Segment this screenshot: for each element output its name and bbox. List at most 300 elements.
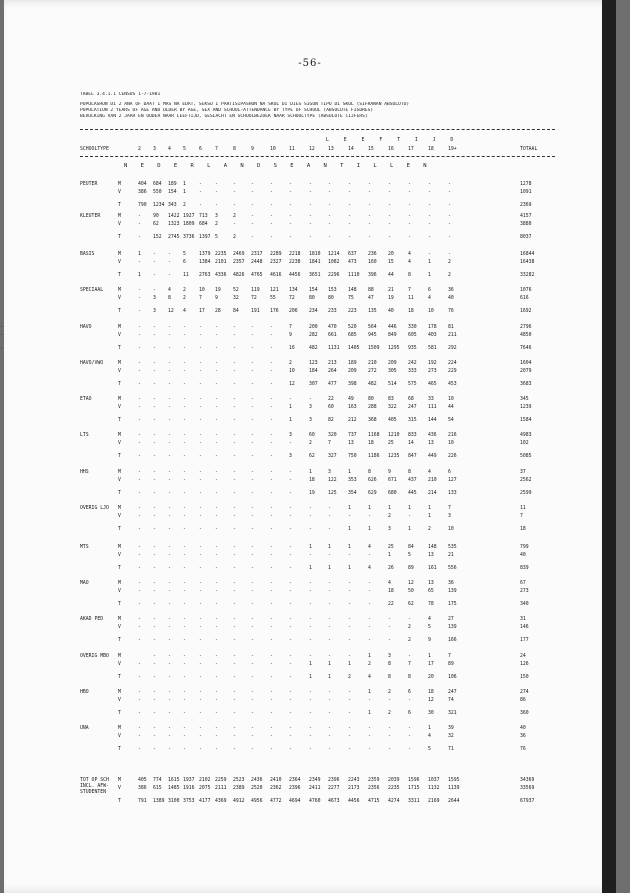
table-cell: 2 [448,273,451,278]
table-cell: - [138,566,141,571]
table-cell: - [251,333,254,338]
table-cell: - [215,441,218,446]
table-cell: 209 [348,369,357,374]
table-cell: - [215,506,218,511]
table-cell: 833 [408,433,417,438]
sex-label: T [118,346,121,351]
total-cell: 7 [520,514,523,519]
table-cell: 83 [388,397,394,402]
table-cell: - [138,214,141,219]
table-cell: - [153,252,156,257]
table-cell: 1595 [448,778,460,783]
table-cell: 2 [348,675,351,680]
table-cell: 4 [368,675,371,680]
table-cell: 25 [388,545,394,550]
total-cell: 16844 [520,252,535,257]
table-cell: - [251,418,254,423]
table-cell: - [309,726,312,731]
age-column-header: 19+ [448,147,457,152]
table-cell: 774 [153,778,162,783]
total-cell: 86 [520,698,526,703]
table-cell: - [168,418,171,423]
table-cell: - [138,288,141,293]
table-cell: 470 [328,325,337,330]
table-cell: - [309,711,312,716]
table-cell: - [233,711,236,716]
table-cell: 2469 [233,252,245,257]
table-cell: - [328,625,331,630]
table-cell: - [138,296,141,301]
sex-label: V [118,698,121,703]
total-cell: 8037 [520,235,532,240]
table-cell: - [199,433,202,438]
table-cell: - [251,527,254,532]
table-cell: - [215,361,218,366]
table-cell: - [199,203,202,208]
table-cell: 2173 [348,786,360,791]
table-cell: - [183,470,186,475]
table-cell: 535 [448,545,457,550]
table-cell: 1596 [408,778,420,783]
table-cell: 1397 [199,235,211,240]
table-cell: 20 [388,252,394,257]
table-cell: 62 [153,222,159,227]
table-cell: - [270,617,273,622]
table-cell: - [168,566,171,571]
table-cell: 2 [368,662,371,667]
total-cell: 360 [520,711,529,716]
table-cell: - [183,369,186,374]
table-cell: - [251,617,254,622]
table-cell: 1 [388,553,391,558]
table-cell: - [289,491,292,496]
age-column-header: 13 [328,147,334,152]
table-cell: - [153,454,156,459]
table-cell: - [309,203,312,208]
age-column-header: 9 [251,147,254,152]
table-cell: 1 [328,566,331,571]
table-cell: 55 [270,296,276,301]
table-cell: - [138,470,141,475]
table-cell: 3 [289,454,292,459]
table-cell: - [428,235,431,240]
table-cell: - [168,361,171,366]
table-cell: - [428,222,431,227]
table-cell: 4 [408,252,411,257]
table-cell: 49 [348,397,354,402]
table-cell: - [153,470,156,475]
table-cell: - [199,638,202,643]
table-cell: - [289,441,292,446]
table-cell: 5 [428,747,431,752]
table-cell: - [168,638,171,643]
table-cell: - [183,405,186,410]
table-cell: - [183,418,186,423]
table-cell: 133 [448,491,457,496]
table-cell: - [138,625,141,630]
table-cell: - [251,382,254,387]
table-cell: 2396 [328,778,340,783]
table-cell: - [233,369,236,374]
table-cell: - [328,589,331,594]
table-cell: - [270,369,273,374]
table-cell: - [251,545,254,550]
table-cell: 8 [168,296,171,301]
table-cell: - [408,514,411,519]
sex-label: M [118,506,121,511]
table-cell: - [199,190,202,195]
table-cell: 10 [428,309,434,314]
table-cell: - [138,369,141,374]
table-cell: - [233,203,236,208]
age-column-header: 14 [348,147,354,152]
table-cell: - [153,361,156,366]
table-cell: - [233,382,236,387]
table-cell: 6 [408,690,411,695]
table-cell: 214 [428,491,437,496]
table-cell: - [309,190,312,195]
table-cell: - [199,514,202,519]
table-cell: - [215,182,218,187]
table-cell: 71 [448,747,454,752]
total-cell: 31 [520,617,526,622]
table-cell: - [448,182,451,187]
table-cell: 9 [289,333,292,338]
table-cell: - [233,514,236,519]
table-cell: 4 [368,566,371,571]
table-cell: 1 [428,260,431,265]
table-cell: 47 [368,296,374,301]
table-cell: - [168,726,171,731]
table-cell: - [138,581,141,586]
table-cell: 84 [408,545,414,550]
table-cell: 209 [388,361,397,366]
table-cell: 121 [270,288,279,293]
table-cell: - [289,675,292,680]
table-cell: - [233,553,236,558]
table-cell: - [348,602,351,607]
table-cell: 3 [388,527,391,532]
table-cell: 1405 [348,346,360,351]
table-cell: 1 [408,527,411,532]
table-cell: - [138,222,141,227]
table-cell: - [270,711,273,716]
table-cell: 89 [408,566,414,571]
table-cell: - [168,581,171,586]
table-cell: - [168,273,171,278]
table-cell: 160 [368,260,377,265]
table-cell: - [309,690,312,695]
table-cell: 1 [309,470,312,475]
sex-label: T [118,799,121,804]
table-cell: - [270,662,273,667]
table-cell: - [215,625,218,630]
table-cell: 9 [215,296,218,301]
table-cell: - [328,734,331,739]
table-cell: - [368,214,371,219]
table-cell: 19 [388,296,394,301]
sex-label: V [118,260,121,265]
total-cell: 799 [520,545,529,550]
table-cell: - [183,506,186,511]
table-cell: 154 [309,288,318,293]
table-cell: - [368,190,371,195]
table-cell: - [138,441,141,446]
total-cell: 177 [520,638,529,643]
sex-label: M [118,397,121,402]
table-cell: - [153,478,156,483]
table-cell: - [348,514,351,519]
table-cell: - [328,581,331,586]
table-cell: 4 [368,545,371,550]
table-cell: - [183,333,186,338]
table-cell: - [289,602,292,607]
sex-label: T [118,747,121,752]
table-cell: - [270,346,273,351]
table-cell: - [388,235,391,240]
schooltype-label: BASIS [80,252,95,257]
table-cell: - [428,252,431,257]
table-cell: 3 [153,296,156,301]
table-cell: 1 [428,514,431,519]
table-cell: 1715 [408,786,420,791]
table-cell: 9 [428,638,431,643]
table-cell: - [138,454,141,459]
table-cell: - [153,675,156,680]
table-cell: 2359 [368,778,380,783]
table-cell: - [270,589,273,594]
total-cell: 126 [520,662,529,667]
table-cell: - [233,333,236,338]
table-cell: - [348,690,351,695]
table-cell: - [199,527,202,532]
table-cell: - [270,698,273,703]
table-cell: - [368,514,371,519]
table-cell: - [251,581,254,586]
table-cell: 790 [138,203,147,208]
table-cell: 333 [408,369,417,374]
table-cell: 33 [428,397,434,402]
table-cell: - [168,369,171,374]
table-cell: 2 [428,527,431,532]
table-cell: 330 [408,325,417,330]
table-cell: 327 [328,454,337,459]
schooltype-label: UNA [80,726,89,731]
schooltype-label: HHS [80,470,89,475]
table-cell: - [183,325,186,330]
table-cell: 2523 [233,778,245,783]
table-cell: 8 [388,662,391,667]
total-cell: 1692 [520,309,532,314]
table-cell: - [309,182,312,187]
table-cell: - [199,675,202,680]
table-cell: - [270,602,273,607]
table-cell: - [183,566,186,571]
table-cell: - [270,553,273,558]
table-cell: - [289,397,292,402]
table-cell: 176 [270,309,279,314]
table-cell: - [183,617,186,622]
table-cell: 2745 [168,235,180,240]
table-cell: - [251,203,254,208]
table-cell: 200 [309,325,318,330]
table-cell: - [270,222,273,227]
sex-label: V [118,589,121,594]
table-cell: - [368,734,371,739]
table-cell: - [199,711,202,716]
table-cell: - [153,734,156,739]
table-cell: 2 [183,296,186,301]
table-cell: 7 [448,654,451,659]
table-cell: 4694 [289,799,301,804]
table-cell: - [270,654,273,659]
table-cell: 5 [428,625,431,630]
table-cell: 19 [309,491,315,496]
table-cell: - [270,433,273,438]
table-cell: 1082 [328,260,340,265]
table-cell: - [199,734,202,739]
table-cell: - [215,747,218,752]
table-cell: - [368,617,371,622]
table-cell: - [233,418,236,423]
table-cell: - [309,602,312,607]
table-cell: 935 [408,346,417,351]
table-cell: - [215,203,218,208]
table-cell: 80 [328,296,334,301]
table-cell: - [348,589,351,594]
table-cell: 2235 [388,786,400,791]
table-cell: - [348,734,351,739]
table-cell: - [348,711,351,716]
table-cell: 2 [183,288,186,293]
table-cell: 2289 [270,252,282,257]
table-cell: - [388,222,391,227]
table-cell: - [251,566,254,571]
table-cell: - [199,346,202,351]
table-cell: - [309,625,312,630]
table-cell: 1235 [388,454,400,459]
table-cell: - [448,190,451,195]
table-cell: 2 [289,361,292,366]
sex-label: T [118,382,121,387]
table-cell: 152 [153,235,162,240]
table-cell: 60 [328,405,334,410]
schooltype-label: AKAD PED [80,617,104,622]
table-cell: 81 [448,325,454,330]
table-cell: - [289,711,292,716]
sex-label: V [118,405,121,410]
table-cell: 404 [138,182,147,187]
total-cell: 1278 [520,182,532,187]
table-cell: - [138,602,141,607]
table-cell: 16 [289,346,295,351]
table-cell: - [153,491,156,496]
table-cell: - [183,698,186,703]
sex-label: T [118,602,121,607]
table-cell: 4826 [233,273,245,278]
table-cell: 1485 [168,786,180,791]
table-cell: - [270,235,273,240]
age-column-header: 2 [138,147,141,152]
table-cell: 40 [448,296,454,301]
table-cell: 629 [368,491,377,496]
table-cell: - [168,662,171,667]
total-cell: 40 [520,553,526,558]
table-cell: - [199,690,202,695]
table-cell: 10 [448,397,454,402]
table-cell: - [270,566,273,571]
table-cell: - [138,662,141,667]
table-cell: - [251,654,254,659]
total-cell: 33282 [520,273,535,278]
table-cell: 2296 [328,273,340,278]
age-column-header: 17 [408,147,414,152]
table-cell: 680 [388,491,397,496]
table-cell: - [251,470,254,475]
table-cell: - [233,602,236,607]
table-cell: - [289,190,292,195]
age-column-header: 3 [153,147,156,152]
table-cell: 144 [428,418,437,423]
table-cell: 398 [348,382,357,387]
table-cell: 1 [348,470,351,475]
table-cell: 575 [408,382,417,387]
table-cell: 88 [368,288,374,293]
table-cell: 2277 [328,786,340,791]
total-cell: 24 [520,654,526,659]
table-cell: - [153,346,156,351]
table-cell: 1168 [368,433,380,438]
table-cell: - [251,602,254,607]
table-cell: 206 [289,309,298,314]
table-cell: - [233,566,236,571]
table-cell: - [138,747,141,752]
table-cell: 9 [388,470,391,475]
table-cell: 1810 [309,252,321,257]
table-cell: - [328,514,331,519]
table-cell: 1927 [183,214,195,219]
table-cell: - [368,589,371,594]
total-cell: 340 [520,602,529,607]
table-cell: 1 [309,662,312,667]
table-cell: - [388,747,391,752]
table-cell: - [138,260,141,265]
schooltype-label: SCHOOLTYPE [80,147,109,152]
table-cell: 849 [388,333,397,338]
table-cell: 226 [448,454,457,459]
table-cell: 1234 [153,203,165,208]
table-cell: 12 [168,309,174,314]
table-cell: - [199,491,202,496]
table-cell: - [328,527,331,532]
table-cell: - [153,617,156,622]
sex-label: M [118,470,121,475]
table-cell: - [168,491,171,496]
table-cell: 661 [328,333,337,338]
sex-label: T [118,491,121,496]
table-cell: 282 [309,333,318,338]
table-cell: 1841 [309,260,321,265]
total-cell: 1239 [520,405,532,410]
table-cell: 17 [199,309,205,314]
table-cell: - [168,654,171,659]
total-cell: 2079 [520,369,532,374]
table-cell: - [153,545,156,550]
table-cell: - [153,654,156,659]
sex-label: V [118,625,121,630]
table-cell: 7 [199,296,202,301]
total-cell: 16438 [520,260,535,265]
